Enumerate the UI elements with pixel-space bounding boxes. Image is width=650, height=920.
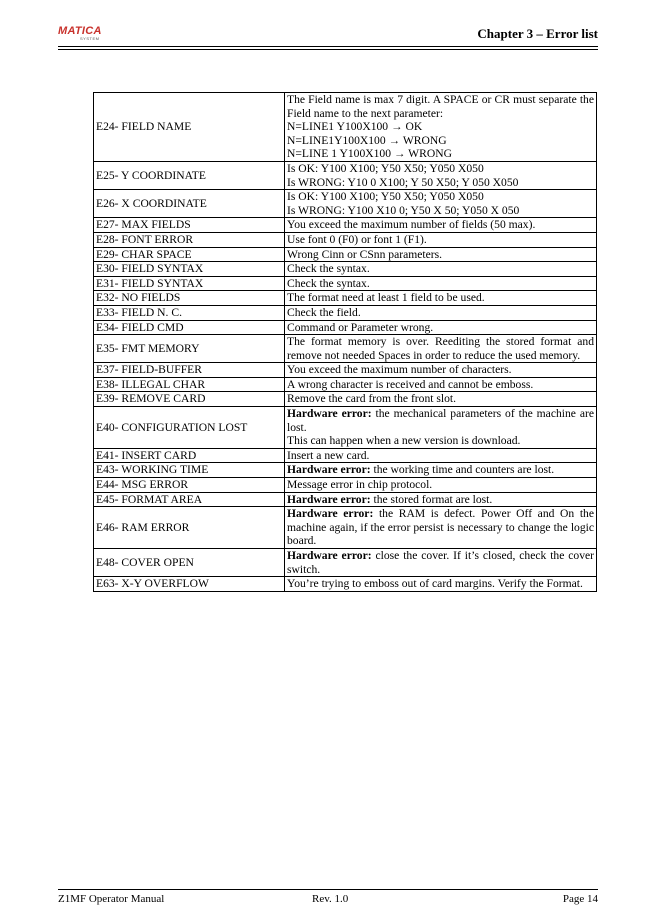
description-line [287,204,594,218]
description-text: Check the field. [287,305,361,319]
table-row [94,377,597,392]
table-row [94,320,597,335]
error-code-cell: E34- FIELD CMD [94,320,285,335]
table-row [94,161,597,189]
table-row [94,577,597,592]
table-row [94,507,597,549]
error-code-cell: E32- NO FIELDS [94,291,285,306]
description-line [287,407,594,434]
footer-page-number: Page 14 [562,893,598,905]
description-text: Is OK: Y100 X100; Y50 X50; Y050 X050 [287,161,484,175]
description-line [287,262,594,276]
table-row [94,276,597,291]
description-text: Insert a new card. [287,448,370,462]
description-line [287,449,594,463]
error-description-cell [285,247,597,262]
table-row [94,549,597,577]
hardware-error-label: Hardware error: [287,407,372,421]
error-code-cell: E24- FIELD NAME [94,93,285,162]
error-code-cell: E63- X-Y OVERFLOW [94,577,285,592]
description-text: Wrong Cinn or CSnn parameters. [287,247,443,261]
error-code-cell: E26- X COORDINATE [94,190,285,218]
error-description-cell [285,492,597,507]
description-text: N=LINE 1 Y100X100 → WRONG [287,147,452,161]
description-line [287,434,594,448]
error-description-cell [285,232,597,247]
error-description-cell [285,276,597,291]
error-description-cell [285,463,597,478]
description-text: The format memory is over. Reediting the stored format and remove not needed Spaces in order to reduce the used memory. [287,335,594,362]
description-text: the working time and counters are lost. [373,463,555,477]
error-description-cell [285,549,597,577]
error-code-cell: E29- CHAR SPACE [94,247,285,262]
table-row [94,463,597,478]
table-row [94,262,597,277]
description-text: close the cover. If it’s closed, check the cover switch. [287,549,594,576]
description-line [287,218,594,232]
error-code-cell: E37- FIELD-BUFFER [94,363,285,378]
footer-rule [58,889,598,890]
description-text: The Field name is max 7 digit. A SPACE or CR must separate the Field name to the next parameter: [287,93,594,120]
error-code-cell: E39- REMOVE CARD [94,392,285,407]
svg-text:MATICA: MATICA [58,25,102,37]
error-code-cell: E44- MSG ERROR [94,478,285,493]
description-line [287,120,594,134]
hardware-error-label: Hardware error: [287,549,372,562]
description-line [287,190,594,204]
description-line [287,162,594,176]
chapter-title: Chapter 3 – Error list [477,26,598,41]
description-line [287,577,594,591]
svg-text:SYSTEM: SYSTEM [80,36,100,41]
description-line [287,507,594,548]
description-text: You’re trying to emboss out of card margins. Verify the Format. [287,577,583,591]
table-row [94,448,597,463]
error-code-cell: E30- FIELD SYNTAX [94,262,285,277]
description-text: Use font 0 (F0) or font 1 (F1). [287,232,427,246]
description-text: The format need at least 1 field to be used. [287,291,485,305]
description-line [287,233,594,247]
error-code-cell: E48- COVER OPEN [94,549,285,577]
description-line [287,93,594,120]
hardware-error-label: Hardware error: [287,463,371,477]
error-code-cell: E28- FONT ERROR [94,232,285,247]
error-description-cell [285,161,597,189]
description-text: N=LINE1Y100X100 → WRONG [287,133,447,147]
error-description-cell [285,392,597,407]
error-code-cell: E33- FIELD N. C. [94,305,285,320]
description-line [287,478,594,492]
hardware-error-label: Hardware error: [287,492,371,506]
error-code-cell: E40- CONFIGURATION LOST [94,407,285,449]
description-line [287,392,594,406]
description-line [287,363,594,377]
error-description-cell [285,93,597,162]
error-code-cell: E45- FORMAT AREA [94,492,285,507]
table-row [94,232,597,247]
error-code-cell: E25- Y COORDINATE [94,161,285,189]
description-text: Remove the card from the front slot. [287,392,457,406]
matica-logo [58,23,118,41]
table-row [94,190,597,218]
error-description-cell [285,335,597,363]
table-row [94,247,597,262]
page-header [58,20,598,48]
table-row [94,392,597,407]
description-text: the stored format are lost. [373,492,493,506]
table-row [94,478,597,493]
footer-revision: Rev. 1.0 [312,893,349,905]
description-line [287,248,594,262]
description-text: the mechanical parameters of the machine are lost. [287,407,594,434]
description-text: You exceed the maximum number of characters. [287,363,512,377]
description-text: Check the syntax. [287,276,370,290]
description-text: N=LINE1 Y100X100 → OK [287,120,423,134]
table-row [94,335,597,363]
table-row [94,363,597,378]
header-rule [58,46,598,47]
description-line [287,549,594,576]
error-code-cell: E35- FMT MEMORY [94,335,285,363]
table-row [94,93,597,162]
table-row [94,492,597,507]
description-text: Command or Parameter wrong. [287,320,434,334]
description-text: Check the syntax. [287,262,370,276]
description-text: Is OK: Y100 X100; Y50 X50; Y050 X050 [287,190,484,204]
table-row [94,305,597,320]
description-line [287,463,594,477]
footer-manual-name: Z1MF Operator Manual [58,893,165,905]
description-line [287,493,594,507]
error-description-cell [285,291,597,306]
description-line [287,277,594,291]
error-description-cell [285,363,597,378]
description-line [287,291,594,305]
error-code-cell: E31- FIELD SYNTAX [94,276,285,291]
error-description-cell [285,305,597,320]
error-description-cell [285,377,597,392]
error-code-cell: E38- ILLEGAL CHAR [94,377,285,392]
description-text: Is WRONG: Y10 0 X100; Y 50 X50; Y 050 X050 [287,175,519,189]
error-description-cell [285,448,597,463]
description-line [287,321,594,335]
error-code-cell: E41- INSERT CARD [94,448,285,463]
table-row [94,291,597,306]
error-code-cell: E27- MAX FIELDS [94,218,285,233]
error-code-cell: E46- RAM ERROR [94,507,285,549]
error-table [93,92,597,592]
description-line [287,147,594,161]
table-row [94,407,597,449]
description-text: This can happen when a new version is download. [287,434,521,448]
description-line [287,306,594,320]
error-description-cell [285,320,597,335]
error-description-cell [285,262,597,277]
error-description-cell [285,507,597,549]
description-line [287,176,594,190]
hardware-error-label: Hardware error: [287,507,374,521]
description-line [287,335,594,362]
description-line [287,134,594,148]
page-footer [58,893,598,907]
header-rule-thin [58,49,598,50]
error-description-cell [285,190,597,218]
error-description-cell [285,478,597,493]
description-text: Is WRONG: Y100 X10 0; Y50 X 50; Y050 X 050 [287,203,520,217]
description-text: You exceed the maximum number of fields (50 max). [287,218,536,232]
table-row [94,218,597,233]
error-description-cell [285,407,597,449]
error-description-cell [285,218,597,233]
error-description-cell [285,577,597,592]
description-line [287,378,594,392]
error-code-cell: E43- WORKING TIME [94,463,285,478]
description-text: A wrong character is received and cannot be emboss. [287,377,534,391]
description-text: Message error in chip protocol. [287,478,433,492]
description-text: the RAM is defect. Power Off and On the machine again, if the error persist is necessary to change the logic board. [287,507,594,548]
